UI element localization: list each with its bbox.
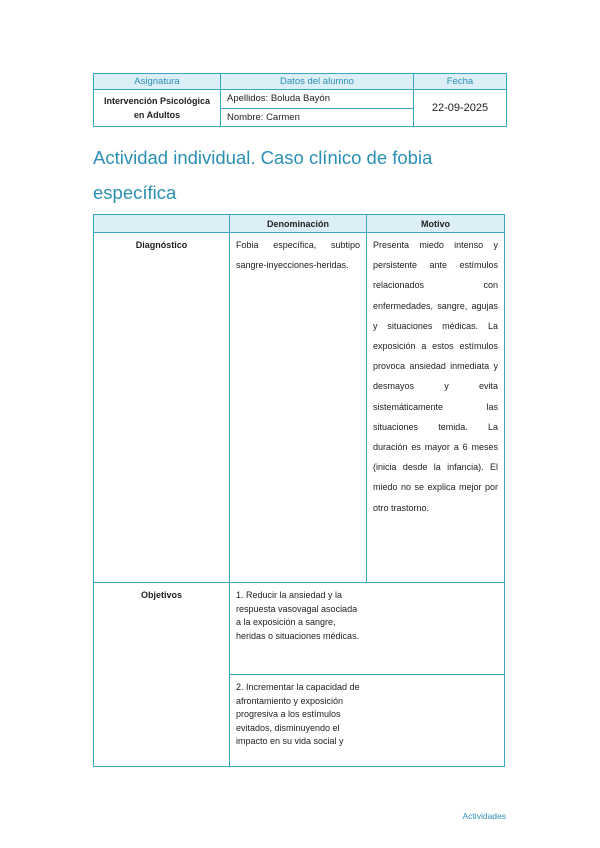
motivo-heading: Motivo [367, 215, 505, 233]
subject-name: Intervención Psicológica en Adultos [94, 90, 221, 127]
student-surnames: Apellidos: Boluda Bayón [221, 90, 414, 109]
page-title: Actividad individual. Caso clínico de fobia específica [93, 147, 433, 203]
objetivo-text: 1. Reducir la ansiedad y la respuesta vasovagal asociada a la exposición a sangre, heridas o situaciones médicas. [236, 590, 360, 641]
header-student-heading: Datos del alumno [221, 74, 414, 90]
clinical-case-table [93, 214, 505, 767]
diagnostico-label: Diagnóstico [94, 233, 230, 583]
header-subject-heading: Asignatura [94, 74, 221, 90]
header-table [93, 73, 507, 127]
objetivos-label: Objetivos [94, 583, 230, 767]
corner-cell [94, 215, 230, 233]
objetivo-text: 2. Incrementar la capacidad de afrontamiento y exposición progresiva a los estímulos evitados, disminuyendo el impacto en su vida social y [236, 682, 360, 747]
objetivo-item [230, 675, 505, 767]
date-value: 22-09-2025 [414, 90, 507, 127]
diagnostico-motivo: Presenta miedo intenso y persistente ante estímulos relacionados con enfermedades, sangre, agujas y situaciones médicas. La exposición a estos estímulos provoca ansiedad inmediata y desmayos y evita sistemáticamente las situaciones temida. La duración es mayor a 6 meses (inicia desde la infancia). El miedo no se explica mejor por otro trastorno. [367, 233, 505, 583]
header-date-heading: Fecha [414, 74, 507, 90]
objetivo-item [230, 583, 505, 675]
diagnostico-denominacion: Fobia específica, subtipo sangre-inyecciones-heridas. [230, 233, 367, 583]
footer-label: Actividades [462, 811, 506, 821]
student-name: Nombre: Carmen [221, 108, 414, 127]
denominacion-heading: Denominación [230, 215, 367, 233]
